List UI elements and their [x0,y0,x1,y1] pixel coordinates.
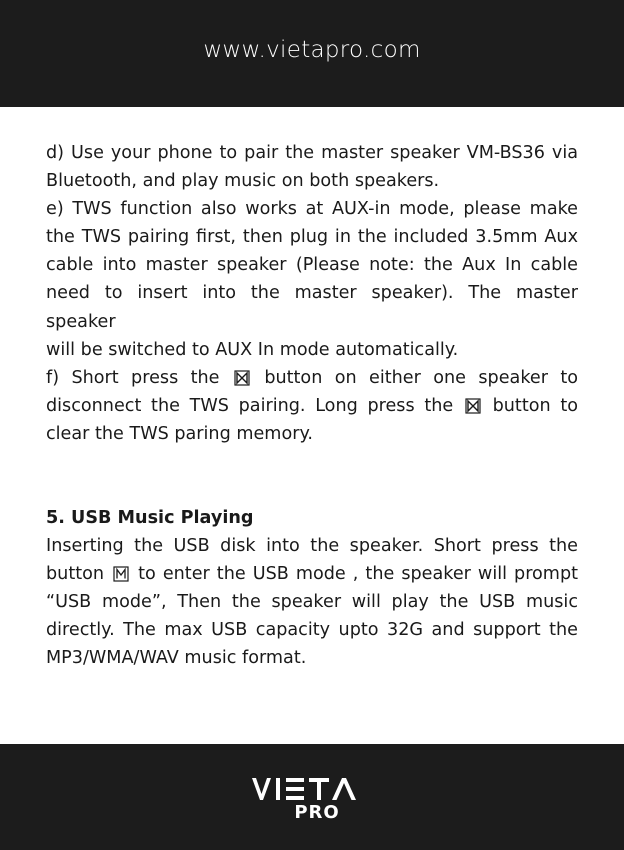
text-fragment: button [46,564,105,585]
text-fragment: to enter the USB mode , the speaker will prompt [138,564,579,585]
text-line: d) Use your phone to pair the master speaker VM-BS36 via [46,143,578,163]
text-line: clear the TWS paring memory. [46,423,313,444]
logo-wordmark [250,775,374,803]
text-line: directly. The max USB capacity upto 32G and support the [46,620,578,641]
website-url: www.vietapro.com [203,36,421,63]
text-line: will be switched to AUX In mode automatically. [46,339,459,360]
logo-pro-text: PRO [294,802,340,823]
text-line: the TWS pairing first, then plug in the included 3.5mm Aux [46,227,578,248]
section-heading: 5. USB Music Playing [46,508,254,529]
mode-m-icon [113,566,129,582]
text-line: Bluetooth, and play music on both speakers. [46,171,440,192]
vietapro-logo [250,775,374,827]
text-line: “USB mode”, Then the speaker will play the USB music [46,592,578,613]
text-line: MP3/WMA/WAV music format. [46,648,307,669]
text-fragment: button on either one speaker to [264,367,579,388]
manual-content [46,139,578,673]
text-line: cable into master speaker (Please note: the Aux In cable [46,255,578,276]
text-line: e) TWS function also works at AUX-in mode, please make [46,199,578,220]
paragraph-d [46,139,578,195]
tws-bowtie-icon [234,370,250,386]
tws-bowtie-icon [465,398,481,414]
page-header [0,0,624,107]
text-fragment: f) Short press the [46,367,220,388]
text-line [46,560,578,588]
text-line: need to insert into the master speaker). The master speaker [46,283,578,332]
text-fragment: disconnect the TWS pairing. Long press the [46,395,454,416]
paragraph-e [46,195,578,364]
text-line [46,364,578,392]
paragraph-f [46,364,578,448]
section-spacer [46,448,578,504]
text-fragment: button to [492,395,578,416]
text-line: Inserting the USB disk into the speaker. Short press the [46,536,578,557]
text-line [46,392,578,420]
section-usb [46,504,578,672]
